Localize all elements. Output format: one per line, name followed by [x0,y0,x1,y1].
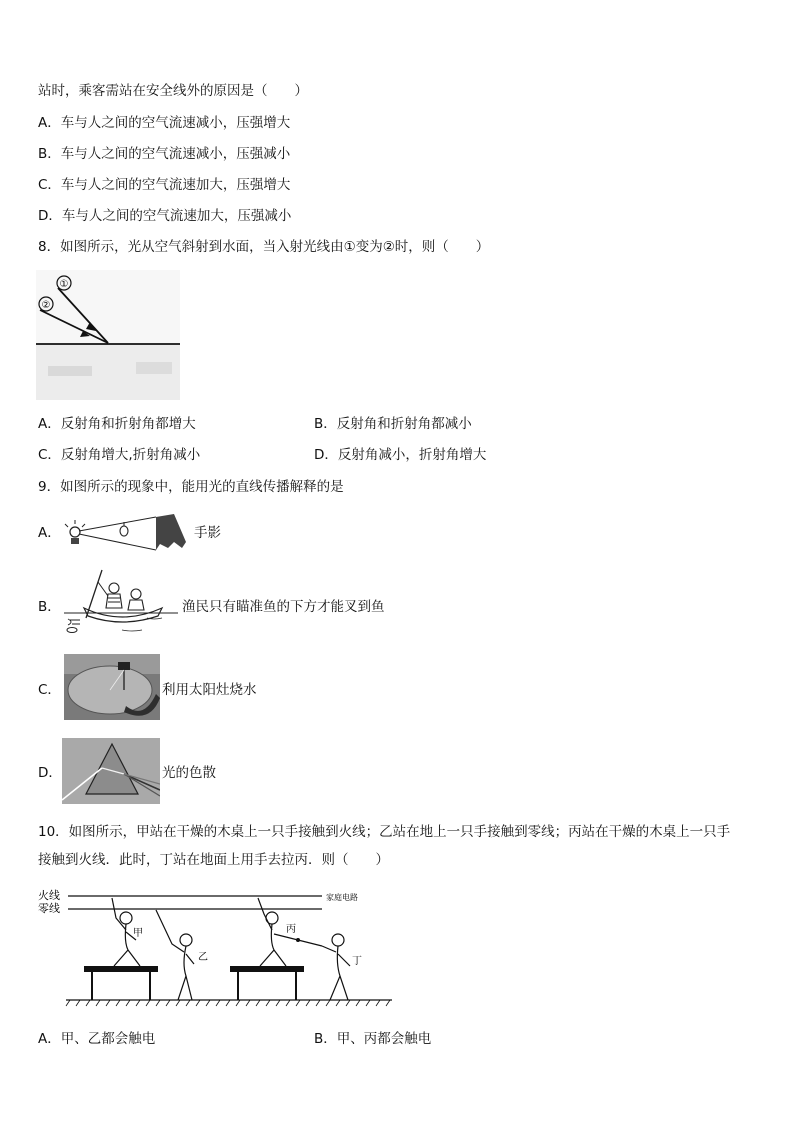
electric-shock-figure [36,884,396,1010]
q8-label-1: ① [59,279,69,290]
person-bing-label: 丙 [286,924,296,935]
q7-option-b: B．车与人之间的空气流速减小，压强减小 [38,146,291,162]
q9-option-c-letter: C． [38,682,61,698]
solar-cooker-figure [64,654,160,720]
q9-option-d-letter: D． [38,765,62,781]
neutral-wire-label: 零线 [38,902,60,915]
circuit-label: 家庭电路 [326,893,358,902]
person-yi-label: 乙 [198,952,208,963]
q8-option-a: A．反射角和折射角都增大 [38,416,196,432]
person-jia-label: 甲 [133,928,143,939]
q9-option-b-text: 渔民只有瞄准鱼的下方才能叉到鱼 [182,599,385,615]
q7-stem: 站时，乘客需站在安全线外的原因是（ ） [38,83,308,99]
q9-option-b-letter: B． [38,599,61,615]
q8-label-2: ② [41,300,51,311]
q10-stem-line2: 接触到火线．此时，丁站在地面上用手去拉丙．则（ ） [38,852,389,868]
q7-option-d: D．车与人之间的空气流速加大，压强减小 [38,208,292,224]
prism-dispersion-figure [62,738,160,804]
q8-stem: 8．如图所示，光从空气斜射到水面，当入射光线由①变为②时，则（ ） [38,239,490,255]
q8-option-c: C．反射角增大,折射角减小 [38,447,201,463]
q10-option-a: A．甲、乙都会触电 [38,1031,156,1047]
q9-option-a-letter: A． [38,525,61,541]
q8-option-d: D．反射角减小，折射角增大 [314,447,487,463]
q7-option-c: C．车与人之间的空气流速加大，压强增大 [38,177,291,193]
person-ding-label: 丁 [352,956,362,967]
q7-option-a: A．车与人之间的空气流速减小，压强增大 [38,115,291,131]
hand-shadow-figure [64,512,192,554]
q9-stem: 9．如图所示的现象中，能用光的直线传播解释的是 [38,479,344,495]
q10-option-b: B．甲、丙都会触电 [314,1031,432,1047]
q8-refraction-figure [36,270,180,400]
q9-option-a-text: 手影 [194,525,221,541]
fisherman-figure [62,568,180,638]
q8-option-b: B．反射角和折射角都减小 [314,416,472,432]
q9-option-c-text: 利用太阳灶烧水 [162,682,257,698]
live-wire-label: 火线 [38,889,60,902]
q10-stem-line1: 10．如图所示，甲站在干燥的木桌上一只手接触到火线；乙站在地上一只手接触到零线；丙站在干燥的木桌上一只手 [38,824,731,840]
q9-option-d-text: 光的色散 [162,765,216,781]
